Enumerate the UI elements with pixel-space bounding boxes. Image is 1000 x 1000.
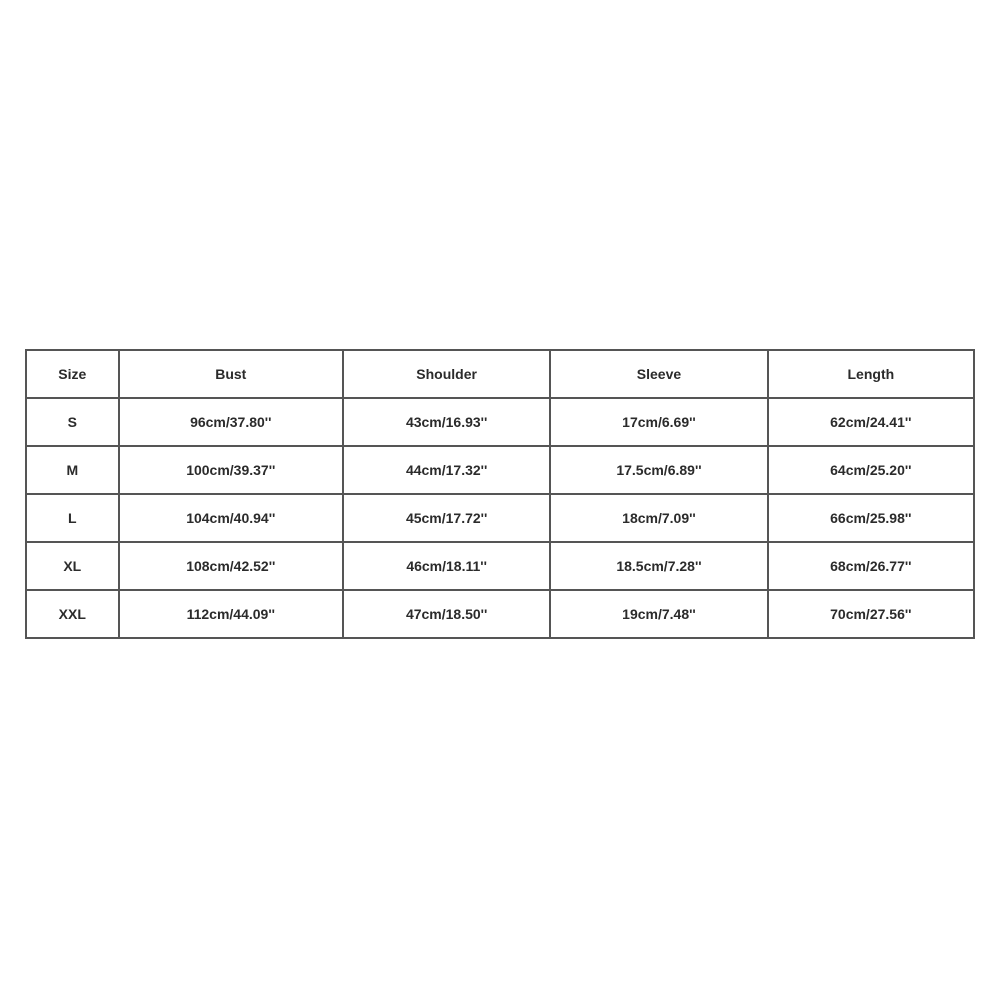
cell-shoulder: 43cm/16.93'' — [343, 398, 550, 446]
cell-length: 62cm/24.41'' — [768, 398, 974, 446]
cell-bust: 100cm/39.37'' — [119, 446, 343, 494]
cell-shoulder: 46cm/18.11'' — [343, 542, 550, 590]
cell-bust: 108cm/42.52'' — [119, 542, 343, 590]
cell-length: 66cm/25.98'' — [768, 494, 974, 542]
cell-size: L — [26, 494, 119, 542]
cell-length: 64cm/25.20'' — [768, 446, 974, 494]
header-shoulder: Shoulder — [343, 350, 550, 398]
cell-bust: 112cm/44.09'' — [119, 590, 343, 638]
header-bust: Bust — [119, 350, 343, 398]
cell-sleeve: 19cm/7.48'' — [550, 590, 767, 638]
table-row — [26, 398, 974, 446]
table-row — [26, 590, 974, 638]
cell-shoulder: 44cm/17.32'' — [343, 446, 550, 494]
cell-shoulder: 45cm/17.72'' — [343, 494, 550, 542]
cell-sleeve: 18.5cm/7.28'' — [550, 542, 767, 590]
cell-shoulder: 47cm/18.50'' — [343, 590, 550, 638]
table-header-row — [26, 350, 974, 398]
table-row — [26, 494, 974, 542]
cell-bust: 96cm/37.80'' — [119, 398, 343, 446]
cell-size: XXL — [26, 590, 119, 638]
cell-bust: 104cm/40.94'' — [119, 494, 343, 542]
cell-sleeve: 17.5cm/6.89'' — [550, 446, 767, 494]
cell-length: 68cm/26.77'' — [768, 542, 974, 590]
cell-sleeve: 17cm/6.69'' — [550, 398, 767, 446]
cell-size: S — [26, 398, 119, 446]
cell-size: M — [26, 446, 119, 494]
header-sleeve: Sleeve — [550, 350, 767, 398]
table-row — [26, 542, 974, 590]
table-row — [26, 446, 974, 494]
size-chart-table — [25, 349, 975, 639]
cell-sleeve: 18cm/7.09'' — [550, 494, 767, 542]
header-length: Length — [768, 350, 974, 398]
header-size: Size — [26, 350, 119, 398]
cell-length: 70cm/27.56'' — [768, 590, 974, 638]
cell-size: XL — [26, 542, 119, 590]
